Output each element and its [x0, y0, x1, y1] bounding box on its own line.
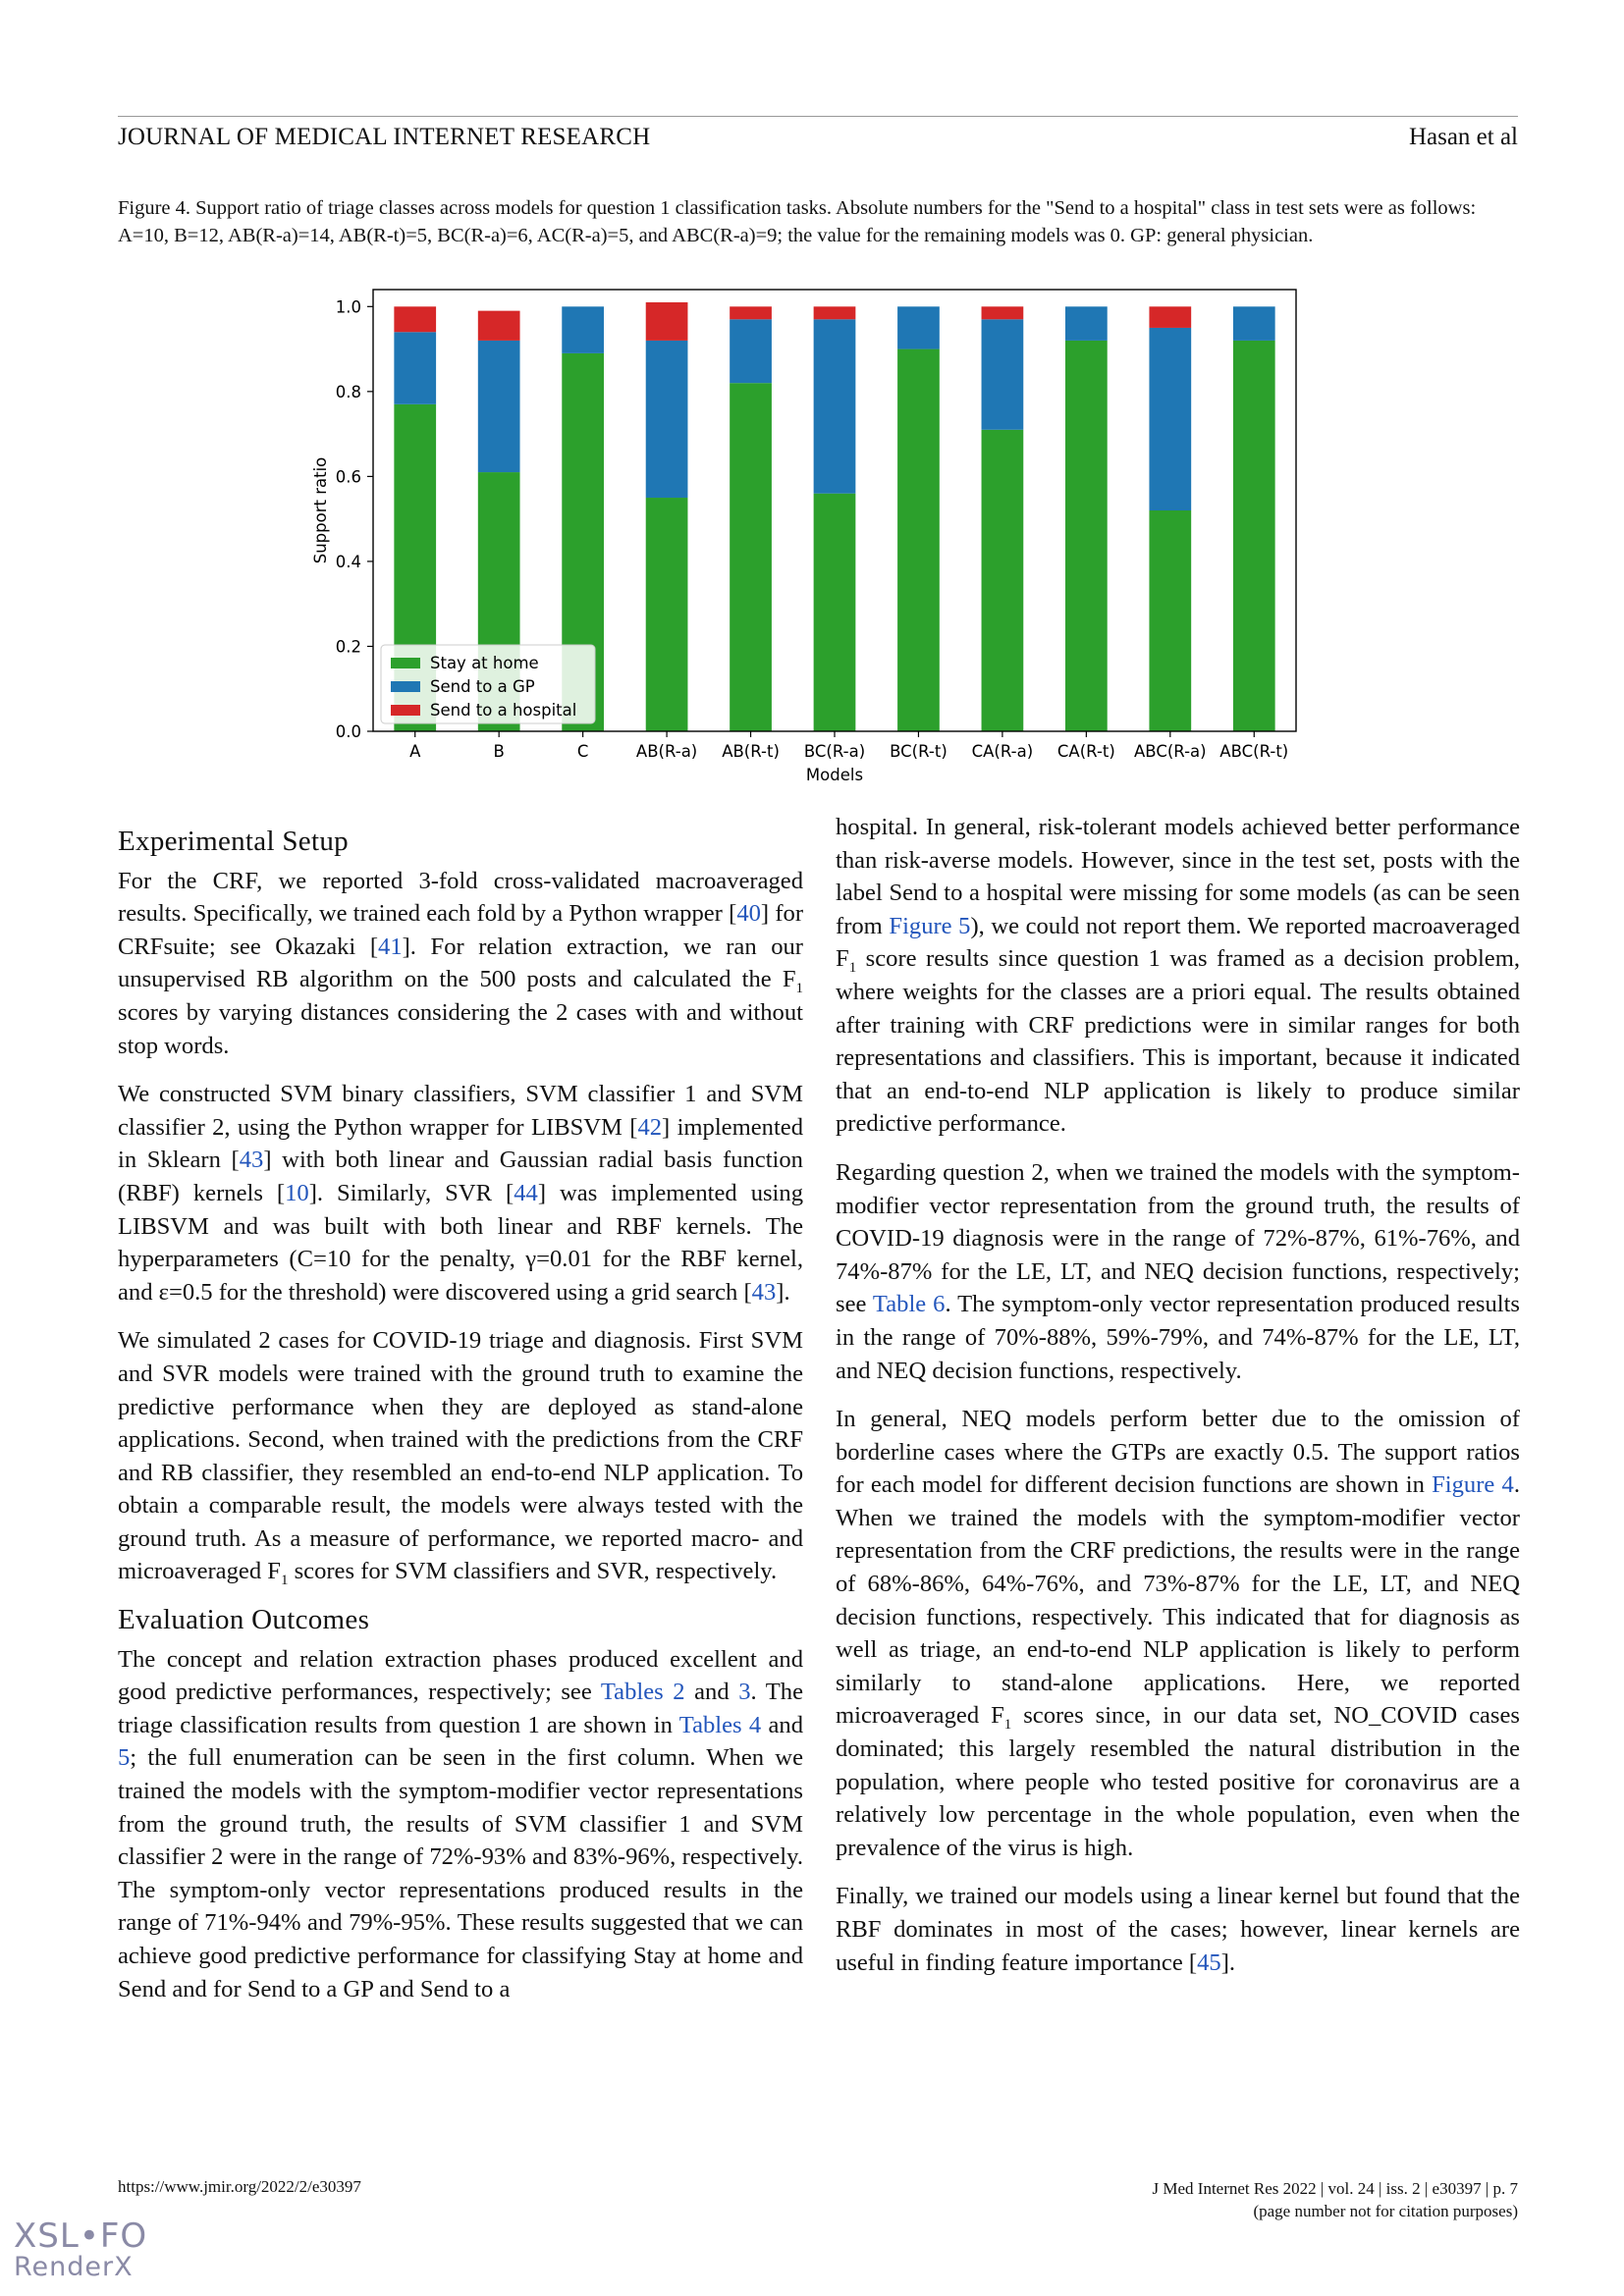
legend-label: Send to a hospital [430, 701, 577, 720]
x-tick-label: ABC(R-t) [1219, 742, 1289, 761]
footer-citation [1153, 2177, 1518, 2222]
xslfo-renderx-logo [14, 2216, 148, 2283]
bar-gp-0 [394, 332, 436, 404]
bar-gp-6 [897, 306, 940, 348]
section-heading-evaluation-outcomes: Evaluation Outcomes [118, 1604, 370, 1636]
legend-swatch [391, 681, 420, 692]
section-heading-experimental-setup: Experimental Setup [118, 826, 349, 857]
x-tick-label: AB(R-t) [722, 742, 780, 761]
paragraph: Regarding question 2, when we trained the models with the symptom-modifier vector representation from the ground truth, the results of COVID-19 diagnosis were in the range of 72%-87%, 61%-76%, and 74%-87% for the LE, LT, and NEQ decision functions, respectively; see Table 6. The symptom-only vector representation produced results in the range of 70%-88%, 59%-79%, and 74%-87% for the LE, LT, and NEQ decision functions, respectively. [836, 1158, 1521, 1384]
y-tick-label: 0.6 [335, 467, 361, 487]
bar-gp-1 [478, 341, 520, 472]
figure-caption: Figure 4. Support ratio of triage classes across models for question 1 classification tasks. Absolute numbers for the "Send to a hospital" class in test sets were as follows: A=10, B=12, AB(R-a)=14, AB(R-t)=5, BC(R-a)=6, AC(R-a)=5, and ABC(R-a)=9; the value for the remaining models was 0. GP: general physician. [118, 197, 1477, 246]
bar-stay-3 [646, 498, 688, 731]
y-tick-label: 0.4 [335, 552, 361, 571]
table-link[interactable]: Table 6 [872, 1291, 946, 1318]
table-link[interactable]: Tables 2 [600, 1679, 685, 1706]
bar-gp-5 [814, 319, 856, 493]
x-tick-label: A [409, 742, 421, 761]
ref-link[interactable]: 41 [378, 933, 403, 960]
x-tick-label: AB(R-a) [635, 742, 698, 761]
bar-gp-3 [646, 341, 688, 498]
bar-gp-9 [1149, 328, 1191, 510]
ref-link[interactable]: 43 [239, 1147, 264, 1174]
bar-gp-8 [1065, 306, 1108, 341]
bar-hospital-3 [646, 302, 688, 341]
bar-gp-2 [562, 306, 604, 353]
bar-gp-4 [730, 319, 772, 383]
y-tick-label: 1.0 [335, 297, 361, 317]
bar-stay-9 [1149, 510, 1191, 731]
logo-line-2: RenderX [14, 2252, 134, 2282]
footer-url[interactable]: https://www.jmir.org/2022/2/e30397 [118, 2177, 361, 2196]
figure-link[interactable]: Figure 5 [889, 912, 971, 939]
journal-title: JOURNAL OF MEDICAL INTERNET RESEARCH [118, 124, 651, 150]
paragraph: We constructed SVM binary classifiers, SVM classifier 1 and SVM classifier 2, using the Python wrapper for LIBSVM [42] implemented in Sklearn [43] with both linear and Gaussian radial basis function (RBF) kernels [10]. Similarly, SVR [44] was implemented using LIBSVM and was built with both linear and RBF kernels. The hyperparameters (C=10 for the penalty, γ=0.01 for the RBF kernel, and ε=0.5 for the threshold) were discovered using a grid search [43]. [118, 1081, 803, 1306]
x-tick-label: BC(R-t) [890, 742, 947, 761]
ref-link[interactable]: 43 [751, 1278, 777, 1306]
bar-hospital-5 [814, 306, 856, 319]
paragraph: In general, NEQ models perform better due to the omission of borderline cases where the GTPs are exactly 0.5. The support ratios for each model for different decision functions are shown in Figure 4. When we trained the models with the symptom-modifier vector representation from the CRF predictions, the results were in the range of 68%-86%, 64%-76%, and 73%-87% for the LE, LT, and NEQ decision functions, respectively. This indicated that for diagnosis as well as triage, an end-to-end NLP application is likely to perform similarly to stand-alone applications. Here, we reported microaveraged $F_1$ scores since, in our data set, NO_COVID cases dominated; this largely resembled the natural distribution in the population, where people who tested positive for coronavirus are a relatively low percentage in the whole population, even when the prevalence of the virus is high. [836, 1406, 1521, 1861]
x-tick-label: C [576, 742, 589, 761]
x-axis-label: Models [805, 766, 864, 784]
support-ratio-chart [304, 285, 1306, 795]
paragraph: We simulated 2 cases for COVID-19 triage and diagnosis. First SVM and SVR models were trained with the ground truth to examine the predictive performance when they are deployed as stand-alone applications. Second, when trained with the predictions from the CRF and RB classifier, they resembled an end-to-end NLP application. To obtain a comparable result, the models were always tested with the ground truth. As a measure of performance, we reported macro- and microaveraged $F_1$ scores for SVM classifiers and SVR, respectively. [118, 1327, 803, 1589]
y-tick-label: 0.2 [335, 637, 361, 657]
bar-stay-7 [982, 430, 1024, 731]
bar-stay-4 [730, 383, 772, 731]
paragraph: For the CRF, we reported 3-fold cross-validated macroaveraged results. Specifically, we trained each fold by a Python wrapper [40] for CRFsuite; see Okazaki [41]. For relation extraction, we ran our unsupervised RB algorithm on the 500 posts and calculated the $F_1$ scores by varying distances considering the 2 cases with and without stop words. [118, 867, 804, 1059]
paragraph: Finally, we trained our models using a linear kernel but found that the RBF dominates in most of the cases; however, linear kernels are useful in finding feature importance [45]. [836, 1883, 1520, 1976]
bar-stay-6 [897, 349, 940, 731]
x-tick-label: ABC(R-a) [1134, 742, 1207, 761]
bar-hospital-4 [730, 306, 772, 319]
legend-swatch [391, 658, 420, 668]
ref-link[interactable]: 45 [1197, 1949, 1221, 1976]
x-tick-label: CA(R-t) [1056, 742, 1115, 761]
legend-label: Stay at home [430, 654, 539, 672]
bar-hospital-0 [394, 306, 436, 332]
x-tick-label: B [493, 742, 505, 761]
bar-stay-10 [1233, 341, 1275, 731]
y-tick-label: 0.8 [335, 382, 361, 401]
bar-hospital-9 [1149, 306, 1191, 328]
figure-link[interactable]: Figure 4 [1432, 1471, 1514, 1499]
x-tick-label: CA(R-a) [971, 742, 1034, 761]
x-tick-label: BC(R-a) [803, 742, 866, 761]
bar-gp-10 [1233, 306, 1275, 341]
table-link[interactable]: 3 [738, 1679, 751, 1706]
legend-swatch [391, 705, 420, 716]
ref-link[interactable]: 40 [736, 900, 761, 928]
y-tick-label: 0.0 [335, 722, 361, 741]
table-link[interactable]: 5 [118, 1744, 131, 1772]
footer-citation-line: J Med Internet Res 2022 | vol. 24 | iss. 2 | e30397 | p. 7 [1152, 2179, 1518, 2198]
ref-link[interactable]: 42 [637, 1113, 663, 1141]
paragraph: The concept and relation extraction phases produced excellent and good predictive performances, respectively; see Tables 2 and 3. The triage classification results from question 1 are shown in Tables 4 and 5; the full enumeration can be seen in the first column. When we trained the models with the symptom-modifier vector representations from the ground truth, the results of SVM classifier 1 and SVM classifier 2 were in the range of 72%-93% and 83%-96%, respectively. The symptom-only vector representations produced results in the range of 71%-94% and 79%-95%. These results suggested that we can achieve good predictive performance for classifying Stay at home and Send and for Send to a GP and Send to a [118, 1645, 803, 2002]
logo-line-1: XSL•FO [14, 2216, 148, 2256]
bar-stay-5 [814, 494, 856, 731]
header-rule [118, 116, 1518, 117]
running-authors: Hasan et al [1408, 124, 1518, 150]
paragraph: hospital. In general, risk-tolerant models achieved better performance than risk-averse models. However, since in the test set, posts with the label Send to a hospital were missing for some models (as can be seen from Figure 5), we could not report them. We reported macroaveraged $F_1$ score results since question 1 was framed as a decision problem, where weights for the classes are a priori equal. The results obtained after training with CRF predictions were in similar ranges for both representations and classifiers. This is important, because it indicated that an end-to-end NLP application is likely to produce similar predictive performance. [836, 814, 1520, 1138]
ref-link[interactable]: 44 [514, 1179, 538, 1206]
ref-link[interactable]: 10 [285, 1179, 309, 1206]
right-column [836, 811, 1520, 1995]
y-axis-label: Support ratio [311, 456, 330, 564]
bar-hospital-1 [478, 311, 520, 341]
left-column [118, 820, 803, 2021]
bar-hospital-7 [982, 306, 1024, 319]
bar-stay-8 [1065, 341, 1108, 731]
footer-citation-note: (page number not for citation purposes) [1253, 2202, 1518, 2220]
table-link[interactable]: Tables 4 [678, 1711, 762, 1738]
legend-label: Send to a GP [430, 677, 535, 696]
bar-gp-7 [982, 319, 1024, 430]
